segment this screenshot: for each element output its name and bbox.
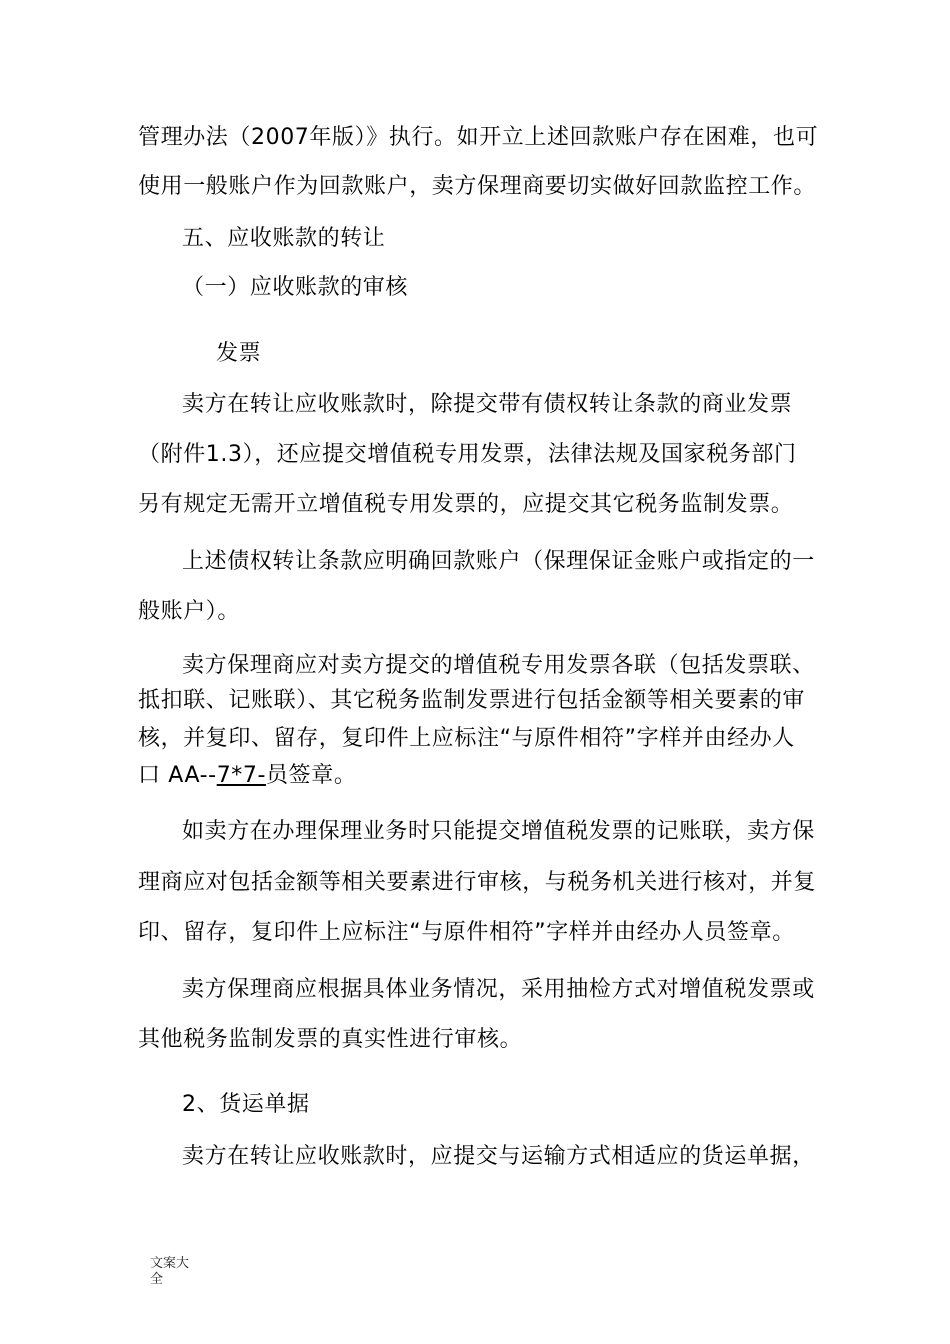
text-line: 印、留存，复印件上应标注“与原件相符”字样并由经办人员签章。	[138, 920, 795, 945]
text-line: 使用一般账户作为回款账户，卖方保理商要切实做好回款监控工作。	[138, 174, 817, 199]
text-line: 管理办法（2007年版）》执行。如开立上述回款账户存在困难，也可	[138, 125, 819, 150]
text-line: 卖方保理商应根据具体业务情况，采用抽检方式对增值税发票或	[182, 977, 815, 1002]
section-heading: 五、应收账款的转让	[182, 226, 386, 251]
text-line: 般账户）。	[138, 599, 241, 624]
text-line-signature	[138, 761, 356, 791]
text-suffix: 员签章。	[266, 763, 357, 788]
text-prefix: 口 AA--	[138, 763, 217, 788]
text-line: 核，并复印、留存，复印件上应标注“与原件相符”字样并由经办人	[138, 726, 795, 751]
footer-label: 文案大全	[150, 1256, 190, 1287]
subsection-heading: （一）应收账款的审核	[182, 275, 409, 300]
text-line: 卖方保理商应对卖方提交的增值税专用发票各联（包括发票联、	[182, 653, 815, 678]
text-line: 其他税务监制发票的真实性进行审核。	[138, 1027, 523, 1052]
text-line: （附件1.3），还应提交增值税专用发票，法律法规及国家税务部门	[138, 442, 797, 467]
text-line: 卖方在转让应收账款时，除提交带有债权转让条款的商业发票	[182, 392, 793, 417]
text-line: 另有规定无需开立增值税专用发票的，应提交其它税务监制发票。	[138, 492, 794, 517]
item-heading: 2、货运单据	[182, 1092, 310, 1117]
text-line: 理商应对包括金额等相关要素进行审核，与税务机关进行核对，并复	[138, 870, 817, 895]
text-line: 卖方在转让应收账款时，应提交与运输方式相适应的货运单据，	[182, 1144, 815, 1169]
text-line: 抵扣联、记账联）、其它税务监制发票进行包括金额等相关要素的审	[138, 688, 806, 713]
text-line: 上述债权转让条款应明确回款账户（保理保证金账户或指定的一	[182, 549, 815, 574]
underlined-text: 7*7-	[216, 763, 267, 788]
text-line: 如卖方在办理保理业务时只能提交增值税发票的记账联，卖方保	[182, 819, 815, 844]
item-heading: 发票	[216, 341, 262, 366]
